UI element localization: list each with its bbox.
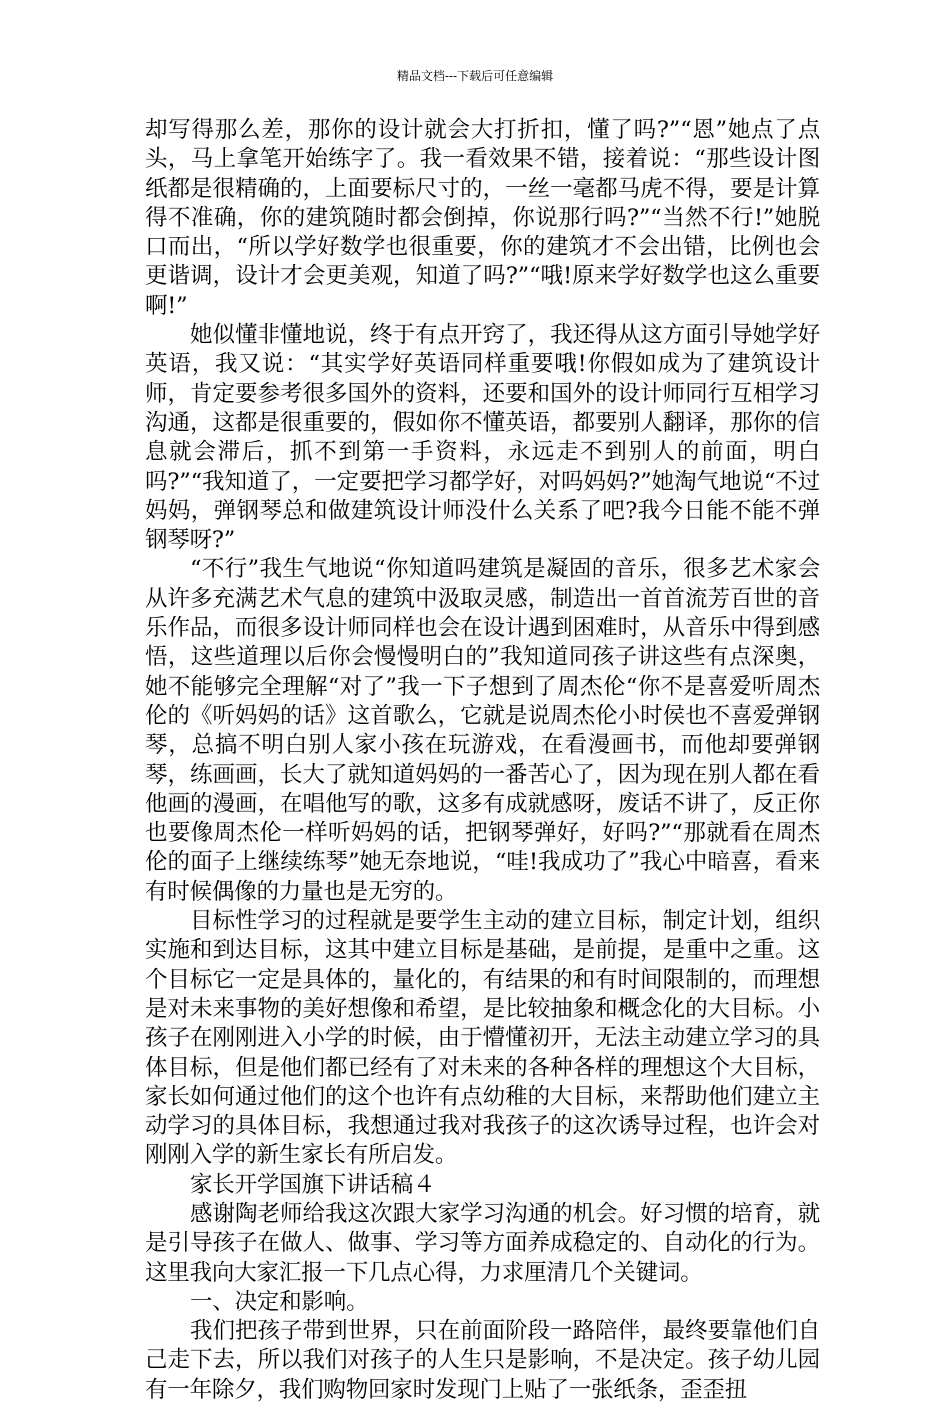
subsection-heading: 一、决定和影响。 <box>190 1288 369 1315</box>
paragraph: 我们把孩子带到世界，只在前面阶段一路陪伴，最终要靠他们自己走下去，所以我们对孩子的人生只是影响，不是决定。孩子幼儿园有一年除夕，我们购物回家时发现门上贴了一张纸条，歪歪扭 <box>145 1318 820 1403</box>
page-header: 精品文档---下载后可任意编辑 <box>396 69 554 83</box>
document-body <box>145 116 820 1405</box>
paragraph: 却写得那么差，那你的设计就会大打折扣，懂了吗?”“恩”她点了点头，马上拿笔开始练字了。我一看效果不错，接着说：“那些设计图纸都是很精确的，上面要标尺寸的，一丝一毫都马虎不得，要是计算得不准确，你的建筑随时都会倒掉，你说那行吗?”“当然不行!”她脱口而出，“所以学好数学也很重要，你的建筑才不会出错，比例也会更谐调，设计才会更美观，知道了吗?”“哦!原来学好数学也这么重要啊!” <box>145 117 820 319</box>
paragraph: “不行”我生气地说“你知道吗建筑是凝固的音乐，很多艺术家会从许多充满艺术气息的建筑中汲取灵感，制造出一首首流芳百世的音乐作品，而很多设计师同样也会在设计遇到困难时，从音乐中得到感悟，这些道理以后你会慢慢明白的”我知道同孩子讲这些有点深奥，她不能够完全理解“对了”我一下子想到了周杰伦“你不是喜爱听周杰伦的《听妈妈的话》这首歌么，它就是说周杰伦小时侯也不喜爱弹钢琴，总搞不明白别人家小孩在玩游戏，在看漫画书，而他却要弹钢琴，练画画，长大了就知道妈妈的一番苦心了，因为现在别人都在看他画的漫画，在唱他写的歌，这多有成就感呀，废话不讲了，反正你也要像周杰伦一样听妈妈的话，把钢琴弹好，好吗?”“那就看在周杰伦的面子上继续练琴”她无奈地说，“哇!我成功了”我心中暗喜，看来有时候偶像的力量也是无穷的。 <box>145 556 820 905</box>
paragraph: 目标性学习的过程就是要学生主动的建立目标，制定计划，组织实施和到达目标，这其中建立目标是基础，是前提，是重中之重。这个目标它一定是具体的，量化的，有结果的和有时间限制的，而理想是对未来事物的美好想像和希望，是比较抽象和概念化的大目标。小孩子在刚刚进入小学的时候，由于懵懂初开，无法主动建立学习的具体目标，但是他们都已经有了对未来的各种各样的理想这个大目标，家长如何通过他们的这个也许有点幼稚的大目标，来帮助他们建立主动学习的具体目标，我想通过我对我孩子的这次诱导过程，也许会对刚刚入学的新生家长有所启发。 <box>145 908 820 1169</box>
paragraph: 感谢陶老师给我这次跟大家学习沟通的机会。好习惯的培育，就是引导孩子在做人、做事、学习等方面养成稳定的、自动化的行为。这里我向大家汇报一下几点心得，力求厘清几个关键词。 <box>145 1200 820 1286</box>
section-heading: 家长开学国旗下讲话稿４ <box>190 1171 436 1198</box>
paragraph: 她似懂非懂地说，终于有点开窍了，我还得从这方面引导她学好英语，我又说：“其实学好英语同样重要哦!你假如成为了建筑设计师，肯定要参考很多国外的资料，还要和国外的设计师同行互相学习沟通，这都是很重要的，假如你不懂英语，都要别人翻译，那你的信息就会滞后，抓不到第一手资料，永远走不到别人的前面，明白吗?”“我知道了，一定要把学习都学好，对吗妈妈?”她淘气地说“不过妈妈，弹钢琴总和做建筑设计师没什么关系了吧?我今日能不能不弹钢琴呀?” <box>145 322 820 554</box>
